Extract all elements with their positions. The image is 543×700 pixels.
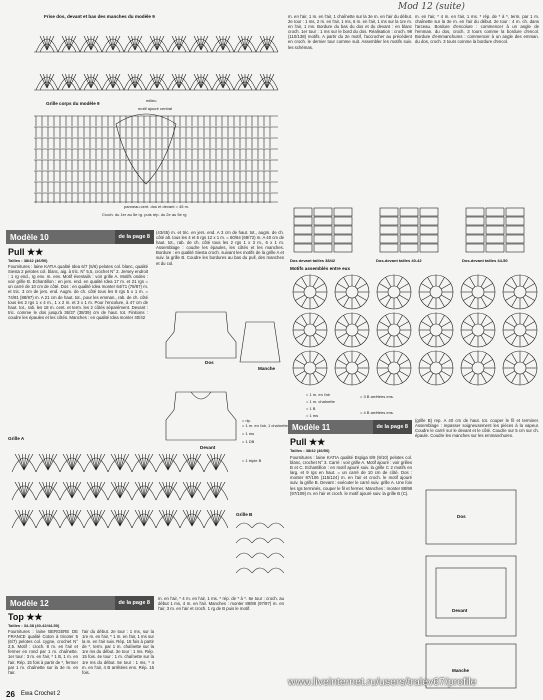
schema-label-2: Dos-devant tailles 40-42 bbox=[376, 258, 422, 263]
legend-item: = 1 DB bbox=[242, 439, 255, 444]
model10-manche-label: Manche bbox=[258, 366, 276, 371]
legend-1 bbox=[232, 418, 292, 463]
legend2-item: = 1 m. chaînette bbox=[306, 399, 335, 404]
croch-note: Croch. du 1er au 5e rg. puis rép. du 2e au 5e rg bbox=[102, 212, 187, 217]
frieze-svg bbox=[6, 4, 280, 226]
legend2-item: = 3 B arrêtées ens. bbox=[360, 394, 394, 399]
legend-2 bbox=[290, 392, 420, 418]
model12-title: Top ★★ bbox=[8, 612, 43, 622]
legend-item: = 1 m. en l'air, 1 chaînette bbox=[242, 423, 288, 428]
grille-b-svg bbox=[232, 520, 286, 590]
schema-label-3: Dos-devant tailles 44-50 bbox=[462, 258, 508, 263]
model10-col2: (43/45) m. et tric. en jers. end. A 3 cm de haut. tot., augm. de ch. côté alt. tous les 4 et 6 rgs 12 x 1 m. = 60/64 (68/72) m. A 40 cm de haut. tot., rab. de ch. côté tous les 2 rgs 1 x 3 m., 6 x 1 m. Assemblage : coudre les épaules, les côtés et les manches. Bordure : en qualité Siesta croch. suivant les motifs de la grille A et suiv. la grille B. Coudre les bordures au bas du pull, des manches et du col. bbox=[156, 230, 284, 266]
model12-label: Modèle 12 bbox=[10, 598, 49, 608]
model11-body: Fournitures : laine KATIA qualité Espiga 8/9 (9/10) pelotes col. blanc, crochet N° 3. Carré : voir grille A. Motif ajouré : voir grilles B et C. Echantillon : en motif ajouré suiv. la grille C 2 motifs en larg. et 9 rgs en haut. = un carré de 10 cm de côté. Dos : monter 97/106 (115/124) m. en l'air et croch. le motif ajouré suiv. la grille B. Devant : exécuter le carré suiv. grille A. Une fois les rgs terminés, couper le fil et fermer. Manches : monter 88/98 (97/109) m. en l'air et croch. le motif ajouré suiv. la grille B (C). bbox=[290, 455, 412, 496]
frieze-diagram bbox=[6, 4, 280, 226]
motifs-title: Motifs assemblés entre eux bbox=[290, 266, 350, 271]
legend-item: = 1 ms bbox=[242, 431, 255, 436]
model11-devant-label: Devant bbox=[452, 608, 468, 613]
model11-col2: (grille B) rep. A 40 cm de haut. tot. couper le fil et terminer. Assemblage : repasser soigneusement les pièces à la vapeur. Coudre le carré sur le devant et le côté. Coudre sur 5 cm sur ch. épaule. Coudre les manches sur les emmanchures. bbox=[415, 418, 539, 439]
model12-page-ref: de la page 8 bbox=[115, 596, 155, 610]
label-grille-corps: Grille corps du modèle 9 bbox=[46, 101, 100, 106]
model11-sizes: Tailles : 38/42 (46/50) bbox=[290, 448, 330, 453]
label-milieu: milieu bbox=[146, 98, 157, 103]
model12-col3: m. en l'air, * 4 m. en l'air, 1 ms. * rép. de * à *. 6e tour : croch. au début 1 ms, 4 m. en l'air. Manches : monter 88/88 (97/97) m. en l'air, 3 m. en l'air et croch. 1 rg de B puis le motif. bbox=[158, 596, 284, 612]
model11-dos-label: Dos bbox=[457, 514, 466, 519]
motifs-svg bbox=[288, 272, 540, 388]
model10-header bbox=[6, 230, 154, 244]
footer bbox=[6, 688, 536, 700]
grille-b-label: Grille B bbox=[236, 512, 253, 517]
panel-note: panneau cent. dos et devant = 45 m. bbox=[124, 204, 190, 209]
model10-devant-label: Devant bbox=[200, 445, 216, 450]
legend2-item: = 4 B arrêtées ens. bbox=[360, 410, 394, 415]
right-top-text-col1: m. en l'air, 1 m. en l'air, 1 chaînette sur la 3e m. en l'air du début. 2e tour : 1 ms, 2 m. en l'air, 1 ms, 6 m. en l'air, 1 ms sur la 1re m. en l'air, 1 ms. Bordure du bas du dos et du devant : en blanc croch. 1er tour : 1 ms sur le bord du dos. Réalisation : croch. 98 (110/138) motifs. A partir du 2e motif, l'accrocher au précédent en croch. le dernier tour comme suit. Assembler les motifs suiv. les schémas. bbox=[288, 14, 412, 50]
model11-garment-svg bbox=[422, 484, 532, 694]
model10-dos-label: Dos bbox=[205, 360, 214, 365]
schema-label-1: Dos devant tailles 38/42 bbox=[290, 258, 336, 263]
model11-title: Pull ★★ bbox=[290, 437, 326, 447]
legend-item: = rlp. bbox=[242, 418, 252, 423]
model11-page-ref: de la page 8 bbox=[373, 420, 413, 434]
model12-sizes: Tailles : 34-38 (40-42/44-50) bbox=[8, 623, 60, 628]
model12-header bbox=[6, 596, 154, 610]
model10-page-ref: de la page 8 bbox=[115, 230, 155, 244]
model11-header bbox=[288, 420, 412, 434]
frieze-title: Frise dos, devant et bas des manches du modèle 9 bbox=[44, 14, 155, 19]
model10-sizes: Tailles : 38/42 (46/50) bbox=[8, 258, 48, 263]
magazine-name: Ewa Crochet 2 bbox=[20, 691, 61, 697]
watermark: www.liveinternet.ru/users/tralev67/profile bbox=[288, 676, 477, 688]
label-motif-central: motif ajouré central bbox=[138, 106, 173, 111]
legend-item: = 1 triple B bbox=[242, 458, 262, 463]
grille-a-label: Grille A bbox=[8, 436, 25, 441]
handwritten-note: Mod 12 (suite) bbox=[398, 2, 465, 12]
model10-label: Modèle 10 bbox=[10, 232, 49, 242]
model12-body: Fournitures : laine BERGERE DE FRANCE qualité Coton à tricoter 5 (6/7) pelotes col. cygne, crochet N° 2,5. Motif : croch. 8 m. en l'air et fermer en rond par 1 m. chaînette. 1er tour : 3 m. en l'air, * 1 B, 1 m. en l'air. Rép. 15 fois à partir de *, fermer par 1 m. chaînette sur la 3e m. en l'air. bbox=[8, 629, 78, 675]
grille-a-svg bbox=[8, 442, 228, 532]
model11-manche-label: Manche bbox=[452, 668, 470, 673]
model11-label: Modèle 11 bbox=[292, 422, 331, 432]
model10-body: Fournitures : laine KATIA qualité Idea 6/7 (5/6) pelotes col. blanc, qualité Siesta 2 pelotes col. blanc, aig. à tric. N° 5,5, crochet N° 2. Jersey endroit : 1 rg end., rg env. m. env. Motif éventails : voir grille A. Motifs ondes : voir grille B. Echantillon : en jers. end. en qualité Idea 17 m. et 21 rgs = un carré de 10 cm de côté. Dos : en qualité Idea monter 64/71 (78/87) m. et tric. 3 cm de jers. end. Augm. de ch. côté tous les 8 rgs 5 x 1 m. = 74/81 (88/97) m. A 21 cm de haut. tot., pour les emman., rab. de ch. côté tous les 2 rgs 1 x 4 m., 1 x 2 m. et 3 x 1 m. Pour l'encolure, à 47 cm de haut. tot., rab. les 18 m. cent. et term. les 2 côtés séparément. Devant : tric. comme le dos jusqu'à 36/37 (38/39) cm de haut. tot. Finitions : coudre les épaules et les côtés. Manches : en qualité Idea monter 40/42 bbox=[8, 264, 148, 320]
model12-col2: l'air du début. 2e tour : 1 ms, sur la 1re m. en l'air, * 1 m. en l'air, 1 ms sur la m. en l'air suiv. Rép. 15 fois à partir de *, term. par 1 m. chaînette sur la 1re ms du début. 3e tour : 1 ms. Rép. 15 fois. 4e tour : 1 m. chaînette sur la 1re ms du début. 5e tour : 1 ms, * 4 m. en l'air, 4 B arrêtées ens. Rép. 15 fois. bbox=[82, 629, 154, 675]
page-number: 26 bbox=[6, 689, 15, 699]
right-top-text-col2: m. en l'air, * 4 m. en l'air, 1 ms. * rép. de * à *, term. par 1 m. chaînette sur la 3e m. en l'air du début. 2e tour : 4 m. ch. dans l'arceau. Bordure d'encolure : commencer à un angle de l'emman. du dos, croch. 3 tours comme la bordure d'encol. Bordure d'emmanchures : commencer à un angle des emman. du dos, croch. 3 tours comme la bordure d'encol. bbox=[415, 14, 539, 45]
legend2-item: = 1 m. en l'air bbox=[306, 392, 330, 397]
model10-title: Pull ★★ bbox=[8, 247, 44, 257]
legend2-item: = 1 B bbox=[306, 406, 316, 411]
schema-grids bbox=[288, 204, 540, 264]
legend2-item: = 1 ms bbox=[306, 413, 319, 418]
